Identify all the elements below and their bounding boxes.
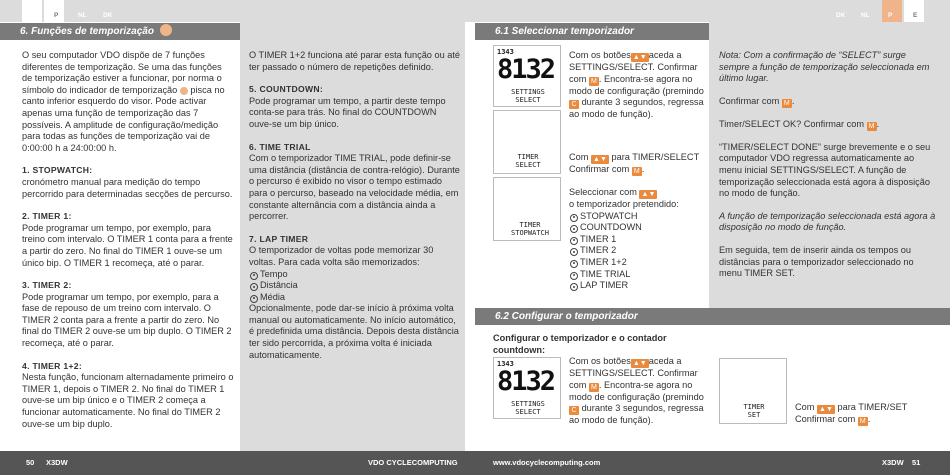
tab-dk-right[interactable]: DK [836, 12, 846, 19]
timer-symbol-icon [180, 87, 188, 95]
steps-6-2: Com os botões ▲▼ aceda a SETTINGS/SELECT. Confirmar com M . Encontra-se agora no modo de configuração (premindo C durante 3 segundos, regressa ao modo de função). [569, 356, 704, 426]
mode-icon: C [569, 406, 579, 415]
updown-icon: ▲▼ [639, 190, 657, 199]
tab-nl-right[interactable]: NL [861, 12, 870, 19]
timer-options-list [569, 211, 705, 292]
model-right: X3DW [882, 458, 904, 467]
list-item: LAP TIMER [569, 280, 705, 292]
page-number-left: 50 [26, 458, 35, 467]
list-item: TIME TRIAL [569, 269, 705, 281]
display-timer-set: TIMER SET [719, 358, 787, 424]
countdown-heading: 5. COUNTDOWN: [249, 84, 324, 95]
timetrial-heading: 6. TIME TRIAL [249, 141, 311, 152]
left-column-2: O TIMER 1+2 funciona até parar esta função ou até ter passado o número de repetições definido. 5. COUNTDOWN: Pode programar um tempo, a partir deste tempo conta-se para trás. No final do COUNTDOWN ouve-se um bip único. 6. TIME TRIAL Com o temporizador TIME TRIAL, pode definir-se uma distância (distância de contra-relógio). Durante o percurso é exibido no visor o tempo estimado para o percurso, baseado na velocidade média, em constante alternância com a distância ainda a percorrer. 7. LAP TIMER O temporizador de voltas pode memorizar 30 voltas. Para cada volta são memorizados: Tempo Distância Média Opcionalmente, pode dar-se início à próxima volta manual ou automaticamente. No início automático, é predefinida uma distância. Depois desta distância ter sido percorrida, a próxima volta é iniciada automaticamente. [249, 50, 461, 360]
updown-icon: ▲▼ [631, 53, 649, 62]
tab-p-right[interactable]: P [888, 12, 893, 19]
ok-icon: M [782, 99, 792, 108]
ok-icon: M [867, 122, 877, 131]
confirm-step: Confirmar com M . [719, 95, 795, 107]
display-settings-select: 1343 8132 SETTINGS SELECT [493, 45, 561, 107]
done-text: “TIMER/SELECT DONE” surge brevemente e o seu computador VDO regressa automaticamente ao menu inicial SETTINGS/SELECT. A função de temporização seleccionada está agora à disposição no modo de função. [719, 141, 931, 199]
stopwatch-heading: 1. STOPWATCH: [22, 165, 93, 176]
timer-indicator-icon [160, 24, 172, 36]
lap-items-list [249, 269, 461, 304]
step-select-timer: Seleccionar com ▲▼ o temporizador pretendido: STOPWATCH COUNTDOWN TIMER 1 TIMER 2 TIMER 1+2 TIME TRIAL LAP TIMER [569, 187, 705, 292]
list-item: TIMER 2 [569, 245, 705, 257]
display-timer-select: TIMER SELECT [493, 110, 561, 174]
steps-6-1 [569, 50, 705, 132]
ok-icon: M [632, 167, 642, 176]
tab-p[interactable]: P [54, 12, 59, 19]
section-heading-6-2: 6.2 Configurar o temporizador [475, 308, 950, 325]
notes-6-1 [719, 50, 939, 291]
timer12-intro: O TIMER 1+2 funciona até parar esta função ou até ter passado o número de repetições definido. [249, 50, 461, 72]
tab-e[interactable]: E [31, 12, 36, 19]
list-item: Distância [249, 280, 461, 292]
display-settings-select-2: 1343 8132 SETTINGS SELECT [493, 357, 561, 419]
list-item: COUNTDOWN [569, 222, 705, 234]
subhead-6-2: Configurar o temporizador e o contador countdown: [493, 333, 667, 355]
right-tab-bar [475, 0, 950, 22]
updown-icon: ▲▼ [817, 405, 835, 414]
updown-icon: ▲▼ [631, 359, 649, 368]
tab-nl[interactable]: NL [78, 12, 87, 19]
next-text: Em seguida, tem de inserir ainda os tempos ou distâncias para o temporizador seleccionado no menu TIMER SET. [719, 244, 914, 279]
intro-text: O seu computador VDO dispõe de 7 funções diferentes de temporização. Se uma das funções de temporização estiver a funcionar, por norma o símbolo do indicador de temporização [22, 50, 222, 95]
website-link[interactable]: www.vdocyclecomputing.com [493, 458, 601, 467]
list-item: TIMER 1 [569, 234, 705, 246]
timer2-heading: 3. TIMER 2: [22, 280, 72, 291]
mode-icon: C [569, 100, 579, 109]
confirm-ok-step: Timer/SELECT OK? Confirmar com M . [719, 118, 880, 130]
footer-right [475, 451, 950, 475]
section-heading-6-1: 6.1 Seleccionar temporizador [475, 23, 709, 40]
page-number-right: 51 [912, 458, 921, 467]
brand-label: VDO CYCLECOMPUTING [368, 458, 458, 467]
ok-icon: M [858, 417, 868, 426]
italic-text: A função de temporização seleccionada está agora à disposição no modo de função. [719, 210, 936, 233]
timer1-heading: 2. TIMER 1: [22, 211, 72, 222]
left-column-1: O seu computador VDO dispõe de 7 funções diferentes de temporização. Se uma das funções de temporização estiver a funcionar, por norma o símbolo do indicador de temporização pisca no canto inferior esquerdo do visor. Pode activar apenas uma função de temporização das 7 possíveis. A amplitude de configuração/medição para todas as funções de temporização vai de 0:00:00 h a 24:00:00 h. 1. STOPWATCH: cronómetro manual para medição do tempo percorrido para determinadas secções de percurso. 2. TIMER 1: Pode programar um tempo, por exemplo, para treino com intervalo. O TIMER 1 conta para a frente a partir do zero. No final do TIMER 1 ouve-se um único bip. O TIMER 1 recomeça, até o parar. 3. TIMER 2: Pode programar um tempo, por exemplo, para a fase de repouso de um treino com intervalo. O TIMER 2 conta para a frente a partir do zero. No final do TIMER 2 ouve-se um bip duplo. O TIMER 2 recomeça, até o parar. 4. TIMER 1+2: Nesta função, funcionam alternadamente primeiro o TIMER 1, depois o TIMER 2. No final do TIMER 1 ouve-se um bip único e o TIMER 2 começa a funcionar automaticamente. No final do TIMER 2 ouve-se um bip duplo. [22, 50, 234, 429]
list-item: STOPWATCH [569, 211, 705, 223]
ok-icon: M [589, 383, 599, 392]
laptimer-heading: 7. LAP TIMER [249, 233, 309, 244]
ok-icon: M [589, 77, 599, 86]
tab-e-right[interactable]: E [913, 12, 918, 19]
list-item: Tempo [249, 269, 461, 281]
section-heading-6: 6. Funções de temporização [0, 23, 240, 40]
timer12-heading: 4. TIMER 1+2: [22, 360, 83, 371]
model-left: X3DW [46, 458, 68, 467]
display-timer-stopwatch: TIMER STOPWATCH [493, 177, 561, 241]
footer-left [0, 451, 475, 475]
list-item: Média [249, 292, 461, 304]
note-text: Nota: Com a confirmação de “SELECT” surge sempre a função de temporização seleccionada em último lugar. [719, 50, 930, 84]
step-timer-select: Com ▲▼ para TIMER/SELECT Confirmar com M . [569, 152, 700, 175]
tab-dk[interactable]: DK [103, 12, 113, 19]
step-timer-set: Com ▲▼ para TIMER/SET Confirmar com M . [795, 402, 908, 425]
left-tab-bar [0, 0, 475, 22]
step-settings: Com os botões ▲▼ aceda a SETTINGS/SELECT. Confirmar com M . Encontra-se agora no modo de configuração (premindo C durante 3 segundos, regressa ao modo de função). [569, 50, 704, 120]
updown-icon: ▲▼ [591, 155, 609, 164]
list-item: TIMER 1+2 [569, 257, 705, 269]
